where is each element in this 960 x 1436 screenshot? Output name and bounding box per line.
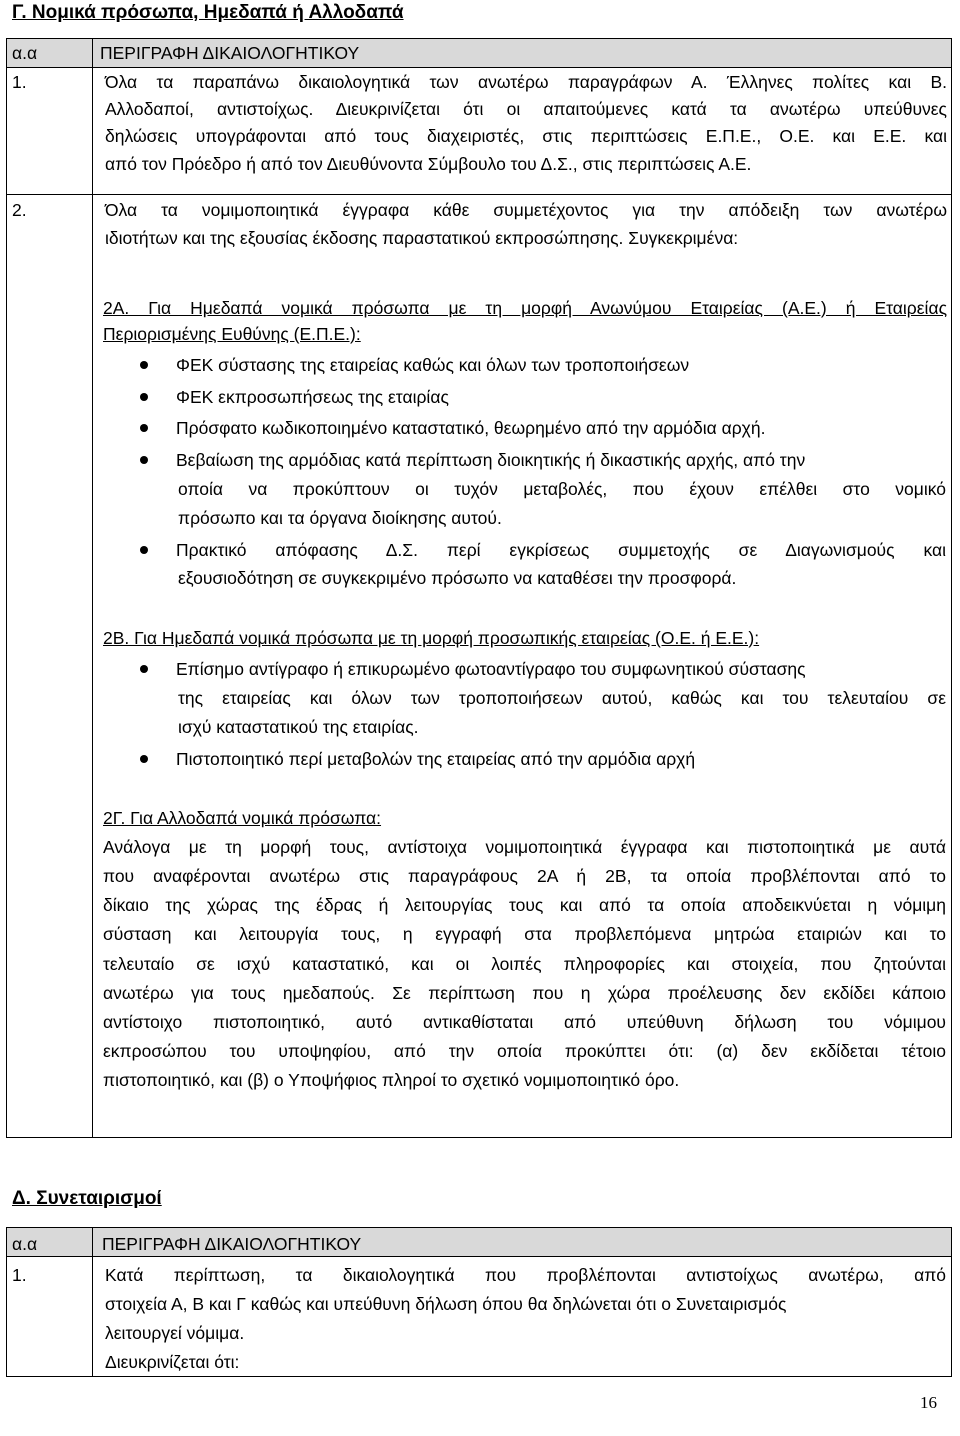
list-item: πρόσωπο και τα όργανα διοίκησης αυτού. [178, 508, 502, 528]
row2-line: Όλα τα νομιμοποιητικά έγγραφα κάθε συμμετέχοντος για την απόδειξη των ανωτέρω [105, 200, 947, 220]
section-d-line: λειτουργεί νόμιμα. [105, 1323, 245, 1343]
list-item: ισχύ καταστατικού της εταιρίας. [178, 717, 419, 737]
list-item: Επίσημο αντίγραφο ή επικυρωμένο φωτοαντίγραφο του συμφωνητικού σύστασης [176, 659, 806, 679]
list-item: ΦΕΚ σύστασης της εταιρείας καθώς και όλων των τροποποιήσεων [176, 355, 690, 375]
section-g-col-num-header: α.α [12, 43, 38, 63]
section-d-line: στοιχεία Α, Β και Γ καθώς και υπεύθυνη δήλωση όπου θα δηλώνεται ότι ο Συνεταιρισμός [105, 1294, 787, 1314]
section-d-line: Κατά περίπτωση, τα δικαιολογητικά που προβλέπονται αντιστοίχως ανωτέρω, από [105, 1265, 946, 1285]
sub-c-line: αντίστοιχο πιστοποιητικό, αυτό αντικαθίσταται από υπεύθυνη δήλωση του νόμιμου [103, 1012, 946, 1032]
sub-c-line: που αναφέρονται ανωτέρω στις παραγράφους 2Α ή 2Β, τα οποία προβλέπονται από το [103, 866, 946, 886]
sub-c-line: σύσταση και λειτουργία τους, η εγγραφή στα προβλεπόμενα μητρώα εταιριών και το [103, 924, 946, 944]
list-item: Πρακτικό απόφασης Δ.Σ. περί εγκρίσεως συμμετοχής σε Διαγωνισμούς και [176, 540, 946, 560]
section-g-col-desc-header: ΠΕΡΙΓΡΑΦΗ ΔΙΚΑΙΟΛΟΓΗΤΙΚΟΥ [100, 43, 360, 63]
sub-c-title: 2Γ. Για Αλλοδαπά νομικά πρόσωπα: [103, 808, 382, 828]
list-item: Πιστοποιητικό περί μεταβολών της εταιρείας από την αρμόδια αρχή [176, 749, 696, 769]
sub-c-line: Ανάλογα με τη μορφή τους, αντίστοιχα νομιμοποιητικά έγγραφα και πιστοποιητικά με αυτά [103, 837, 946, 857]
bullet-icon [140, 665, 148, 673]
list-item: Πρόσφατο κωδικοποιημένο καταστατικό, θεωρημένο από την αρμόδια αρχή. [176, 418, 766, 438]
row1-line: Όλα τα παραπάνω δικαιολογητικά των ανωτέρω παραγράφων Α. Έλληνες πολίτες και Β. [105, 72, 947, 92]
list-item: ΦΕΚ εκπροσωπήσεως της εταιρίας [176, 387, 449, 407]
row-number: 1. [12, 1265, 27, 1285]
page-number: 16 [920, 1393, 937, 1412]
row1-line: από τον Πρόεδρο ή από τον Διευθύνοντα Σύμβουλο του Δ.Σ., στις περιπτώσεις Α.Ε. [105, 154, 752, 174]
row1-line: Αλλοδαποί, αντιστοίχως. Διευκρινίζεται ότι οι απαιτούμενες κατά τα ανωτέρω υπεύθυνες [105, 99, 947, 119]
sub-c-line: ανωτέρω για τους ημεδαπούς. Σε περίπτωση που η χώρα προέλευσης δεν εκδίδει κάποιο [103, 983, 946, 1003]
list-item: Βεβαίωση της αρμόδιας κατά περίπτωση διοικητικής ή δικαστικής αρχής, από την [176, 450, 806, 470]
row-number: 2. [12, 200, 27, 220]
sub-c-line: δίκαιο της χώρας της έδρας ή λειτουργίας τους και από τα οποία αποδεικνύεται η νόμιμη [103, 895, 946, 915]
sub-b-title: 2Β. Για Ημεδαπά νομικά πρόσωπα με τη μορφή προσωπικής εταιρείας (Ο.Ε. ή Ε.Ε.): [103, 628, 760, 648]
bullet-icon [140, 755, 148, 763]
section-d-title: Δ. Συνεταιρισμοί [12, 1188, 162, 1209]
bullet-icon [140, 546, 148, 554]
section-d-line: Διευκρινίζεται ότι: [105, 1352, 240, 1372]
sub-c-line: πιστοποιητικό, και (β) ο Υποψήφιος πληροί το σχετικό νομιμοποιητικό όρο. [103, 1070, 680, 1090]
sub-a-title: 2Α. Για Ημεδαπά νομικά πρόσωπα με τη μορφή Ανωνύμου Εταιρείας (Α.Ε.) ή Εταιρείας [103, 298, 947, 318]
list-item: οποία να προκύπτουν οι τυχόν μεταβολές, που έχουν επέλθει στο νομικό [178, 479, 946, 499]
bullet-icon [140, 424, 148, 432]
list-item: εξουσιοδότηση σε συγκεκριμένο πρόσωπο να καταθέσει την προσφορά. [178, 568, 737, 588]
list-item: της εταιρείας και όλων των τροποποιήσεων αυτού, καθώς και του τελευταίου σε [178, 688, 946, 708]
row1-line: δηλώσεις υπογράφονται από τους διαχειριστές, στις περιπτώσεις Ε.Π.Ε., Ο.Ε. και Ε.Ε. και [105, 126, 947, 146]
section-d-col-num-header: α.α [12, 1234, 38, 1254]
bullet-icon [140, 361, 148, 369]
sub-c-line: εκπροσώπου του υποψηφίου, από την οποία προκύπτει ότι: (α) δεν εκδίδεται τέτοιο [103, 1041, 946, 1061]
row2-line: ιδιοτήτων και της εξουσίας έκδοσης παραστατικού εκπροσώπησης. Συγκεκριμένα: [105, 228, 739, 248]
section-g-title: Γ. Νομικά πρόσωπα, Ημεδαπά ή Αλλοδαπά [12, 2, 404, 23]
row-number: 1. [12, 72, 27, 92]
bullet-icon [140, 456, 148, 464]
sub-a-title: Περιορισμένης Ευθύνης (Ε.Π.Ε.): [103, 324, 361, 344]
section-d-col-desc-header: ΠΕΡΙΓΡΑΦΗ ΔΙΚΑΙΟΛΟΓΗΤΙΚΟΥ [102, 1234, 362, 1254]
sub-c-line: τελευταίο σε ισχύ καταστατικό, και οι λοιπές πληροφορίες και στοιχεία, που ζητούνται [103, 954, 946, 974]
bullet-icon [140, 393, 148, 401]
